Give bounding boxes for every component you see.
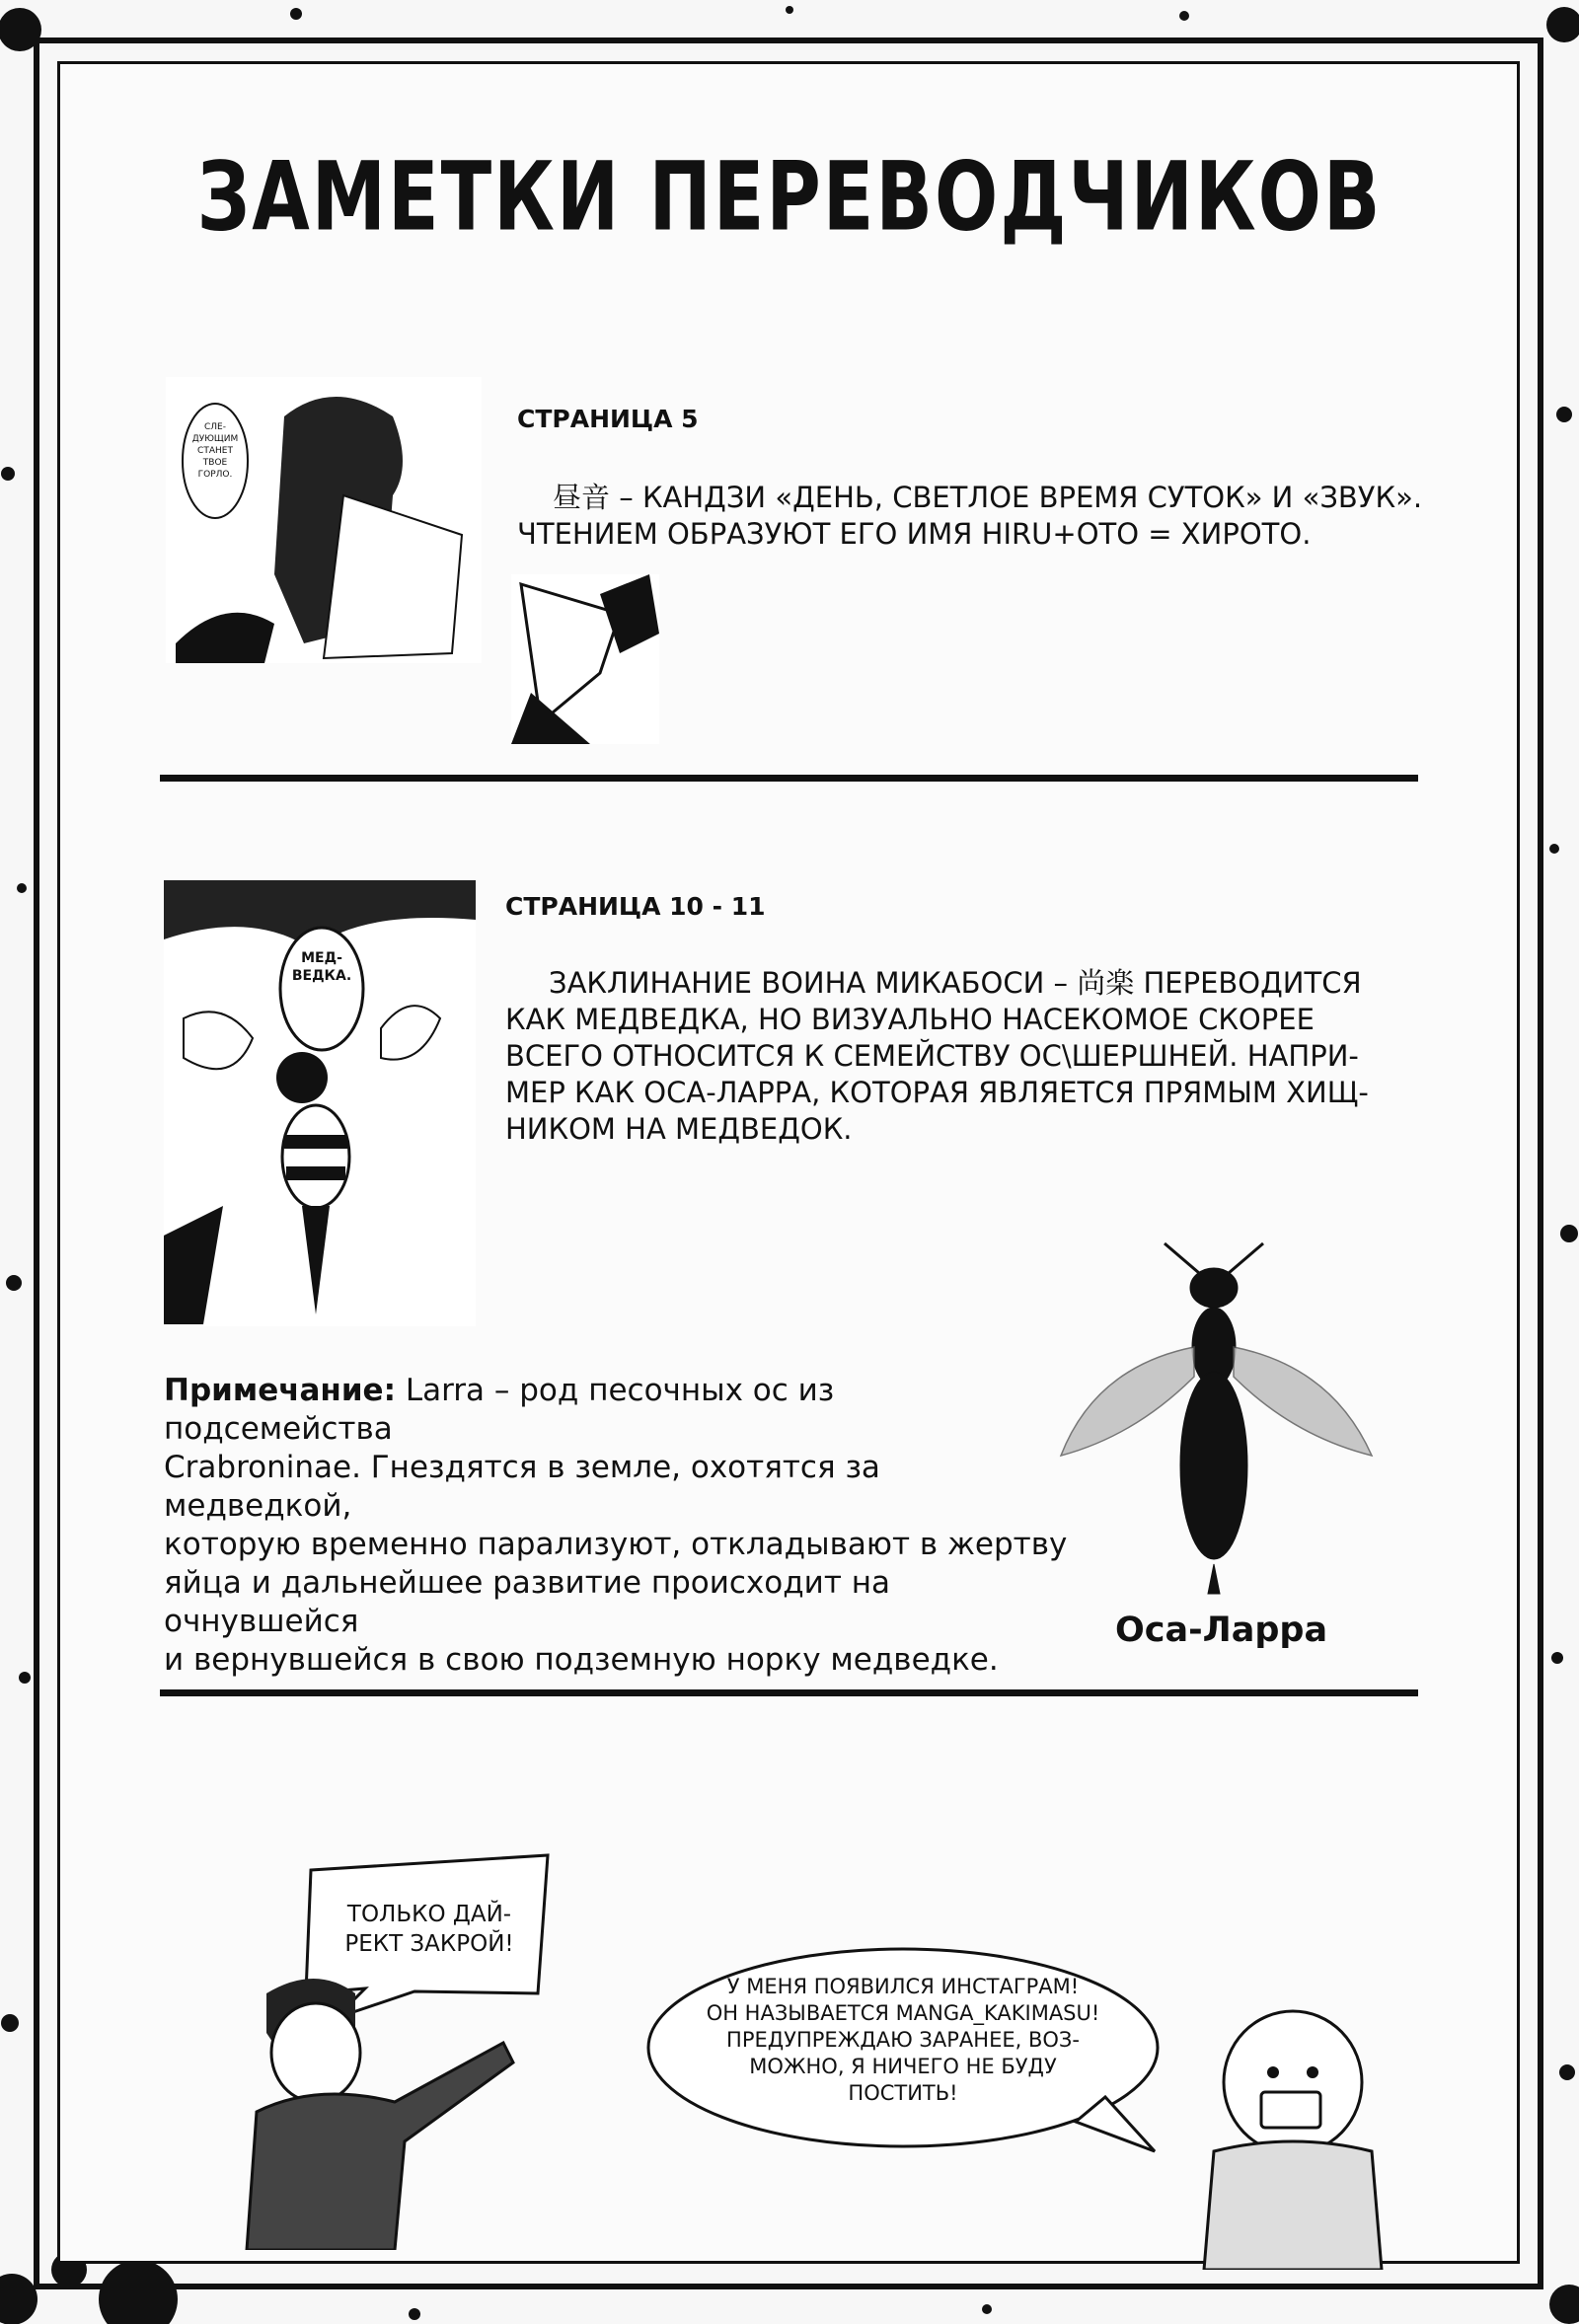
text-line: которую временно парализуют, откладывают в жертву (164, 1527, 1068, 1562)
text-line: Crabroninae. Гнездятся в земле, охотятся за медведкой, (164, 1450, 880, 1524)
wasp-caption: Оса-Ларра (1115, 1611, 1328, 1650)
text-line: КАК МЕДВЕДКА, НО ВИЗУАЛЬНО НАСЕКОМОЕ СКОРЕЕ (505, 1003, 1315, 1036)
manga-panel-wasp (164, 880, 476, 1326)
divider (160, 775, 1418, 782)
kanji-text: 昼音 (553, 481, 611, 514)
note-paragraph (164, 1372, 1072, 1680)
text-line: НИКОМ НА МЕДВЕДОК. (505, 1112, 853, 1146)
wasp-photo (1056, 1238, 1382, 1604)
manga-panel-hiroto (166, 377, 482, 663)
panel-bubble-text: СЛЕ-ДУЮЩИМ СТАНЕТ ТВОЕ ГОРЛО. (191, 422, 239, 480)
text-line: ПОСТИТЬ! (848, 2081, 958, 2105)
text-line: ВСЕГО ОТНОСИТСЯ К СЕМЕЙСТВУ ОС\ШЕРШНЕЙ. НАПРИ- (505, 1039, 1359, 1073)
text-line: У МЕНЯ ПОЯВИЛСЯ ИНСТАГРАМ! (726, 1975, 1080, 1998)
character-pointing (227, 1964, 523, 2250)
text-line: ПЕРЕВОДИТСЯ (1134, 966, 1362, 1000)
section-heading: СТРАНИЦА 5 (517, 405, 699, 433)
text-line: МОЖНО, Я НИЧЕГО НЕ БУДУ (749, 2055, 1057, 2078)
page-title: ЗАМЕТКИ ПЕРЕВОДЧИКОВ (196, 140, 1383, 253)
section1-text (517, 480, 1455, 553)
kanji-text: 尚楽 (1077, 966, 1135, 1000)
panel-bubble-text: МЕД-ВЕДКА. (291, 950, 352, 984)
bubble-left-text: ТОЛЬКО ДАЙ-РЕКТ ЗАКРОЙ! (344, 1902, 514, 1957)
divider (160, 1689, 1418, 1696)
text-line: ЗАКЛИНАНИЕ ВОИНА МИКАБОСИ – (549, 966, 1078, 1000)
text-line: яйца и дальнейшее развитие происходит на очнувшейся (164, 1565, 890, 1639)
bubble-right-text (681, 1974, 1125, 2107)
text-line: и вернувшейся в свою подземную норку медведке. (164, 1642, 999, 1678)
text-line: Larra – род песочных ос из подсемейства (164, 1373, 835, 1447)
text-line: МЕР КАК ОСА-ЛАРРА, КОТОРАЯ ЯВЛЯЕТСЯ ПРЯМЫМ ХИЩ- (505, 1076, 1369, 1109)
section-heading: СТРАНИЦА 10 - 11 (505, 892, 766, 921)
section2-text (505, 965, 1443, 1148)
manga-panel-sfx (511, 574, 659, 744)
text-line: ЧТЕНИЕМ ОБРАЗУЮТ ЕГО ИМЯ HIRU+OTO = ХИРОТО. (517, 517, 1312, 551)
note-label: Примечание: (164, 1373, 396, 1408)
text-line: ПРЕДУПРЕЖДАЮ ЗАРАНЕЕ, ВОЗ- (726, 2028, 1080, 2052)
character-shouting (1174, 2003, 1401, 2270)
text-line: – КАНДЗИ «ДЕНЬ, СВЕТЛОЕ ВРЕМЯ СУТОК» И «ЗВУК». (610, 481, 1423, 514)
text-line: ОН НАЗЫВАЕТСЯ MANGA_KAKIMASU! (706, 2001, 1100, 2025)
